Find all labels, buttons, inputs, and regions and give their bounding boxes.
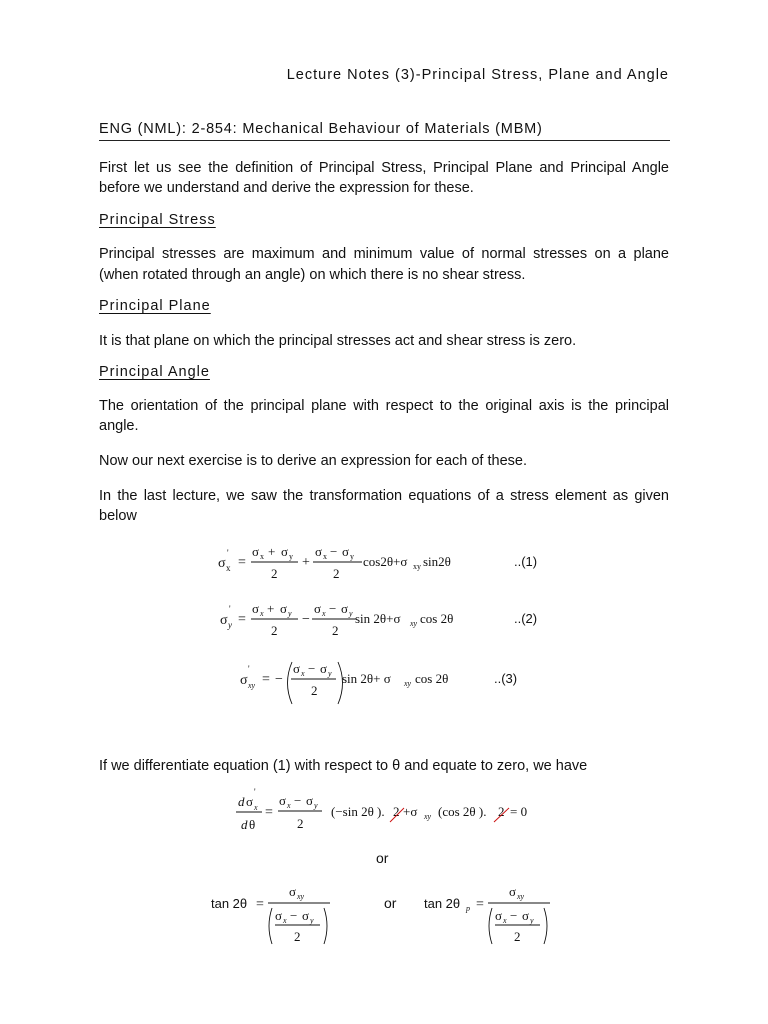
svg-text:2: 2	[297, 816, 304, 831]
svg-text:2: 2	[498, 804, 505, 819]
svg-text:=: =	[265, 805, 273, 820]
svg-text:=: =	[238, 555, 246, 570]
principal-angle-paragraph: The orientation of the principal plane with respect to the original axis is the principal angle.	[99, 398, 669, 434]
or-center: or	[376, 850, 389, 866]
svg-text:−: −	[510, 908, 518, 923]
svg-text:': '	[254, 787, 256, 797]
svg-text:σ: σ	[275, 908, 283, 923]
svg-text:y: y	[289, 552, 293, 561]
svg-text:xy: xy	[297, 892, 305, 901]
svg-text:=: =	[262, 672, 270, 687]
svg-text:tan 2θ: tan 2θ	[424, 896, 461, 911]
svg-text:(−sin 2θ ).: (−sin 2θ ).	[331, 804, 385, 819]
svg-text:x: x	[260, 609, 264, 618]
svg-text:y: y	[530, 916, 534, 925]
svg-text:σ: σ	[279, 793, 287, 808]
svg-text:d: d	[241, 817, 248, 832]
svg-text:x: x	[287, 801, 291, 810]
svg-text:2: 2	[311, 683, 318, 698]
svg-text:σ: σ	[495, 908, 503, 923]
svg-text:σ: σ	[509, 884, 517, 899]
svg-text:=: =	[238, 612, 246, 627]
equation-2-label: ..(2)	[514, 611, 538, 626]
svg-text:+σ: +σ	[403, 804, 418, 819]
svg-text:tan 2θ: tan 2θ	[211, 896, 248, 911]
svg-text:xy: xy	[404, 679, 412, 688]
svg-text:σ: σ	[314, 601, 322, 616]
svg-text:sin 2θ+σ: sin 2θ+σ	[355, 611, 401, 626]
svg-text:σ: σ	[293, 661, 301, 676]
svg-text:sin2θ: sin2θ	[423, 554, 451, 569]
svg-text:': '	[227, 548, 229, 558]
svg-text:d: d	[238, 794, 245, 809]
svg-text:−: −	[275, 672, 283, 687]
svg-text:xy: xy	[248, 681, 256, 690]
tan-equation-left	[211, 884, 330, 944]
svg-text:x: x	[322, 609, 326, 618]
svg-text:σ: σ	[289, 884, 297, 899]
svg-text:y: y	[349, 609, 353, 618]
svg-text:σ: σ	[341, 601, 349, 616]
svg-text:x: x	[301, 669, 305, 678]
svg-text:+: +	[268, 544, 276, 559]
svg-text:=: =	[476, 897, 484, 912]
svg-text:σ: σ	[280, 601, 288, 616]
svg-text:2: 2	[333, 566, 340, 581]
svg-text:2: 2	[271, 623, 278, 638]
svg-text:=: =	[256, 897, 264, 912]
svg-text:2: 2	[294, 929, 301, 944]
svg-text:σ: σ	[320, 661, 328, 676]
equation-3	[240, 661, 517, 704]
svg-text:−: −	[330, 544, 338, 559]
svg-text:σ: σ	[252, 601, 260, 616]
svg-text:σ: σ	[522, 908, 530, 923]
svg-text:2: 2	[393, 804, 400, 819]
equation-3-label: ..(3)	[494, 671, 518, 686]
svg-text:−: −	[329, 601, 337, 616]
svg-text:sin 2θ+ σ: sin 2θ+ σ	[342, 671, 391, 686]
svg-text:(cos 2θ ).: (cos 2θ ).	[438, 804, 487, 819]
principal-stress-paragraph: Principal stresses are maximum and minimum value of normal stresses on a plane (when rotated through an angle) on which there is no shear stress.	[99, 246, 669, 283]
svg-text:σ: σ	[252, 544, 260, 559]
intro-paragraph: First let us see the definition of Principal Stress, Principal Plane and Principal Angle before we understand and derive the expression for these.	[99, 160, 669, 196]
heading-principal-stress: Principal Stress	[99, 212, 216, 228]
svg-text:': '	[229, 604, 231, 614]
svg-text:x: x	[283, 916, 287, 925]
svg-text:= 0: = 0	[510, 804, 528, 819]
svg-text:xy: xy	[413, 562, 421, 571]
tan-equation-right	[424, 884, 550, 944]
heading-principal-plane: Principal Plane	[99, 298, 211, 314]
equation-1	[218, 544, 537, 581]
svg-text:x: x	[503, 916, 507, 925]
or-right: or	[384, 895, 397, 911]
svg-text:σ: σ	[218, 556, 226, 571]
svg-text:xy: xy	[517, 892, 525, 901]
svg-text:−: −	[294, 793, 302, 808]
svg-text:y: y	[314, 801, 318, 810]
svg-text:cos 2θ: cos 2θ	[420, 611, 454, 626]
svg-text:+: +	[267, 601, 275, 616]
svg-text:y: y	[310, 916, 314, 925]
principal-plane-paragraph: It is that plane on which the principal stresses act and shear stress is zero.	[99, 333, 577, 349]
svg-text:σ: σ	[281, 544, 289, 559]
svg-text:σ: σ	[342, 544, 350, 559]
svg-text:y: y	[328, 669, 332, 678]
svg-text:σ: σ	[240, 673, 248, 688]
svg-text:−: −	[302, 612, 310, 627]
derivative-equation	[236, 787, 527, 832]
svg-text:σ: σ	[246, 794, 254, 809]
svg-text:cos 2θ: cos 2θ	[415, 671, 449, 686]
equation-1-label: ..(1)	[514, 554, 538, 569]
svg-text:σ: σ	[220, 613, 228, 628]
svg-text:': '	[248, 664, 250, 674]
course-line: ENG (NML): 2-854: Mechanical Behaviour of Materials (MBM)	[99, 121, 670, 141]
svg-text:σ: σ	[306, 793, 314, 808]
svg-text:x: x	[254, 803, 258, 812]
svg-text:xy: xy	[410, 619, 418, 628]
differentiate-paragraph: If we differentiate equation (1) with respect to θ and equate to zero, we have	[99, 758, 588, 774]
heading-principal-angle: Principal Angle	[99, 364, 210, 380]
svg-text:x: x	[260, 552, 264, 561]
svg-text:x: x	[323, 552, 327, 561]
equation-2	[220, 601, 537, 638]
svg-text:x: x	[226, 563, 231, 573]
svg-text:2: 2	[332, 623, 339, 638]
svg-text:2: 2	[514, 929, 521, 944]
next-exercise-paragraph: Now our next exercise is to derive an expression for each of these.	[99, 453, 527, 469]
svg-text:y: y	[350, 552, 354, 561]
last-lecture-paragraph: In the last lecture, we saw the transformation equations of a stress element as given below	[99, 488, 669, 524]
svg-text:cos2θ+σ: cos2θ+σ	[363, 554, 408, 569]
lecture-title: Lecture Notes (3)-Principal Stress, Plane and Angle	[286, 67, 669, 83]
svg-text:−: −	[290, 908, 298, 923]
svg-text:xy: xy	[424, 812, 432, 821]
svg-text:2: 2	[271, 566, 278, 581]
svg-text:σ: σ	[302, 908, 310, 923]
svg-text:−: −	[308, 661, 316, 676]
svg-text:θ: θ	[249, 817, 256, 832]
svg-text:p: p	[466, 904, 470, 913]
svg-text:+: +	[302, 555, 310, 570]
svg-text:σ: σ	[315, 544, 323, 559]
svg-text:y: y	[228, 620, 232, 630]
svg-text:y: y	[288, 609, 292, 618]
